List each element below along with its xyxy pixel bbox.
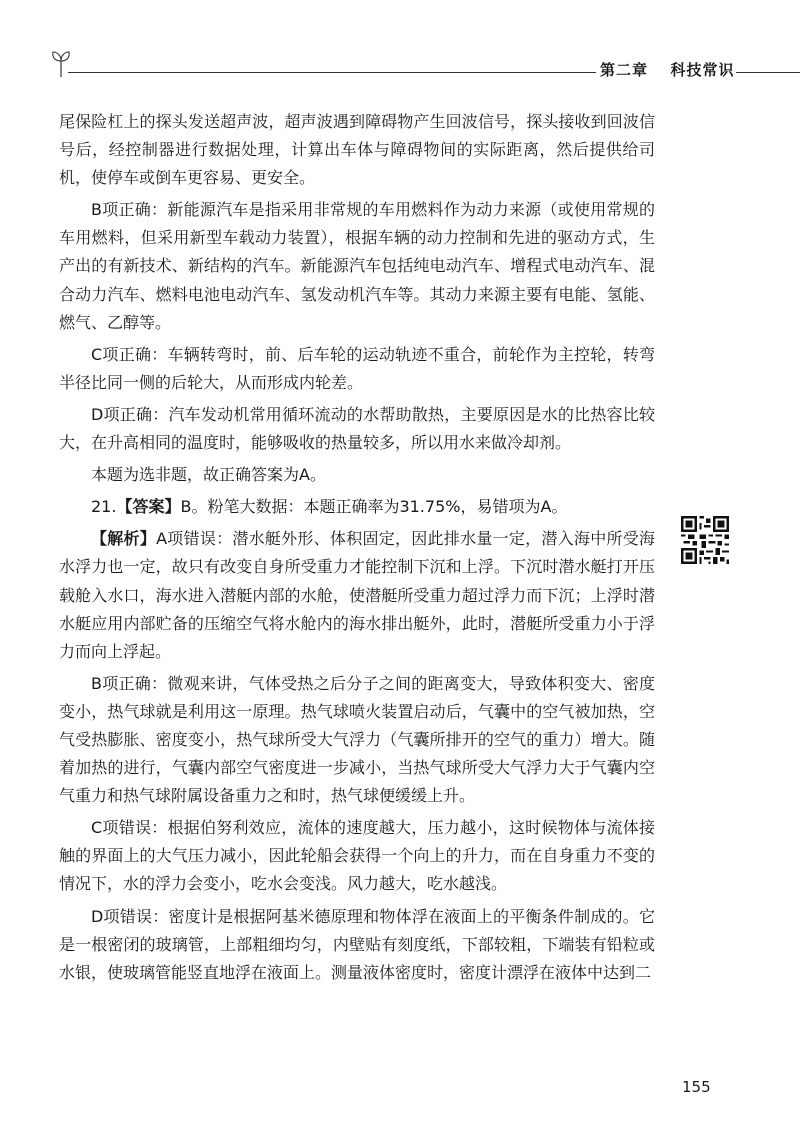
chapter-title: 科技常识 (670, 61, 735, 79)
chapter-heading (596, 59, 739, 80)
question-number: 21. (91, 497, 117, 517)
answer-text: B。粉笔大数据：本题正确率为31.75%，易错项为A。 (180, 497, 568, 517)
paragraph: C项正确：车辆转弯时，前、后车轮的运动轨迹不重合，前轮作为主控轮，转弯半径比同一侧的后轮大，从而形成内轮差。 (59, 344, 655, 392)
leaf-icon (50, 48, 72, 78)
header-rule-right (736, 72, 800, 73)
paragraph: D项正确：汽车发动机常用循环流动的水帮助散热，主要原因是水的比热容比较大，在升高相同的温度时，能够吸收的热量较多，所以用水来做冷却剂。 (59, 404, 655, 453)
paragraph: B项正确：新能源汽车是指采用非常规的车用燃料作为动力来源（或使用常规的车用燃料，但采用新型车载动力装置），根据车辆的动力控制和先进的驱动方式，生产出的有新技术、新结构的汽车。新能源汽车包括纯电动汽车、增程式电动汽车、混合动力汽车、燃料电池电动汽车、氢发动机汽车等。其动力来源主要有电能、氢能、燃气、乙醇等。 (59, 200, 655, 332)
analysis-paragraph (59, 525, 655, 665)
page-header (50, 48, 800, 88)
paragraph: 尾保险杠上的探头发送超声波，超声波遇到障碍物产生回波信号，探头接收到回波信号后，经控制器进行数据处理，计算出车体与障碍物间的实际距离，然后提供给司机，使停车或倒车更容易、更安全。 (59, 112, 655, 188)
analysis-text: A项错误：潜水艇外形、体积固定，因此排水量一定，潜入海中所受海水浮力也一定，故只有改变自身所受重力才能控制下沉和上浮。下沉时潜水艇打开压载舱入水口，海水进入潜艇内部的水舱，使潜艇所受重力超过浮力而下沉；上浮时潜水艇应用内部贮备的压缩空气将水舱内的海水排出艇外，此时，潜艇所受重力小于浮力而向上浮起。 (59, 529, 655, 661)
chapter-number: 第二章 (600, 61, 649, 79)
page-body (59, 108, 655, 991)
paragraph: 本题为选非题，故正确答案为A。 (91, 465, 326, 485)
header-rule-left (68, 72, 636, 73)
page-number: 155 (682, 1078, 711, 1096)
paragraph: C项错误：根据伯努利效应，流体的速度越大，压力越小，这时候物体与流体接触的界面上的大气压力减小，因此轮船会获得一个向上的升力，而在自身重力不变的情况下，水的浮力会变小，吃水会变浅。风力越大，吃水越浅。 (59, 818, 655, 894)
answer-line (59, 493, 655, 521)
qr-code-icon[interactable] (681, 516, 729, 564)
paragraph: D项错误：密度计是根据阿基米德原理和物体浮在液面上的平衡条件制成的。它是一根密闭的玻璃管，上部粗细均匀，内壁贴有刻度纸，下部较粗，下端装有铅粒或水银，使玻璃管能竖直地浮在液面上。测量液体密度时，密度计漂浮在液体中达到二 (59, 906, 655, 982)
answer-label: 【答案】 (116, 497, 181, 517)
analysis-label: 【解析】 (91, 529, 157, 549)
paragraph: B项正确：微观来讲，气体受热之后分子之间的距离变大，导致体积变大、密度变小，热气球就是利用这一原理。热气球喷火装置启动后，气囊中的空气被加热，空气受热膨胀、密度变小，热气球所受大气浮力（气囊所排开的空气的重力）增大。随着加热的进行，气囊内部空气密度进一步减小，当热气球所受大气浮力大于气囊内空气重力和热气球附属设备重力之和时，热气球便缓缓上升。 (59, 673, 655, 806)
